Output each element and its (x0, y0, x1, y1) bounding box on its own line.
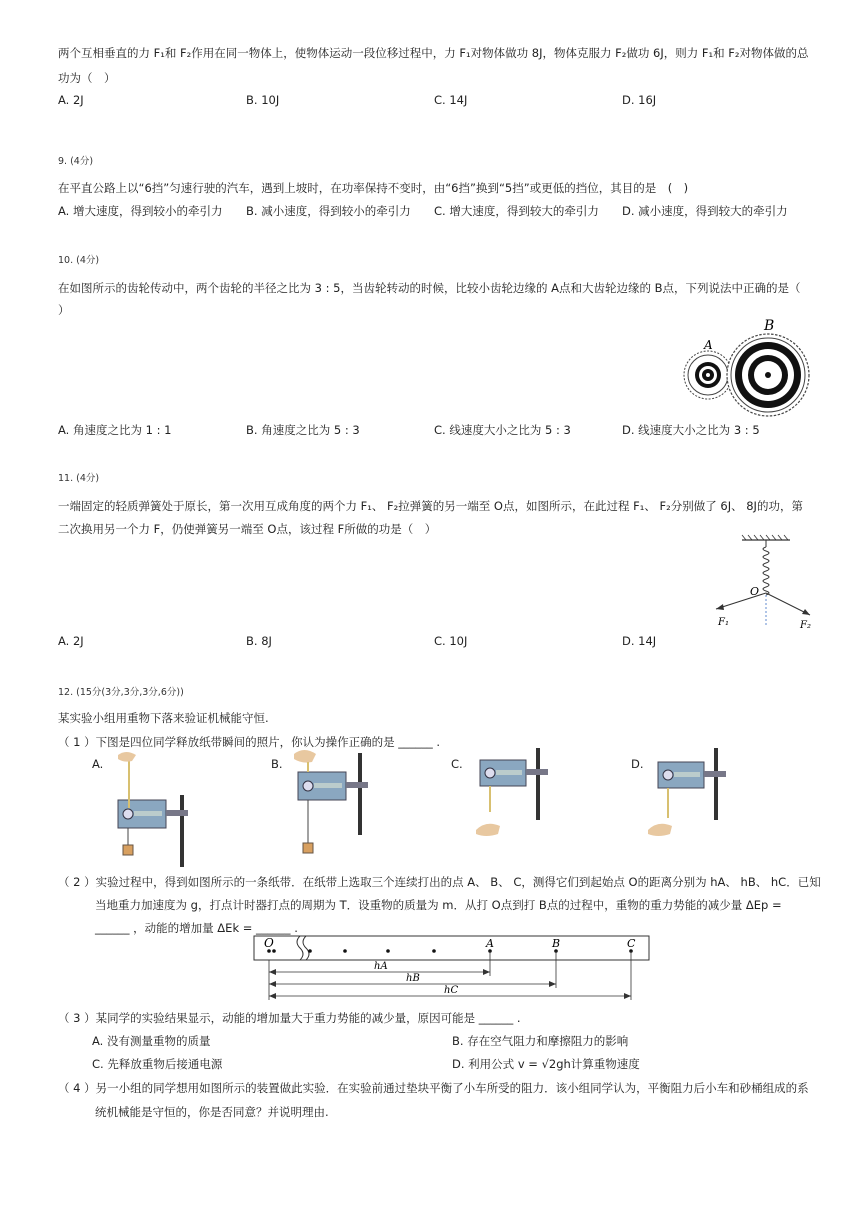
q10-option-b[interactable]: B. 角速度之比为 5 : 3 (246, 423, 360, 437)
q12-part2-line1: （ 2 ）实验过程中，得到如图所示的一条纸带．在纸带上选取三个连续打出的点 A、 B、 C，测得它们到起始点 O的距离分别为 hA、 hB、 hC．已知 (58, 875, 821, 889)
q11-stem-line1: 一端固定的轻质弹簧处于原长，第一次用互成角度的两个力 F₁、 F₂拉弹簧的另一端至 O点，如图所示，在此过程 F₁、 F₂分别做了 6J、 8J的功，第 (58, 499, 803, 513)
tape-label-b: B (552, 937, 561, 950)
photo-label-a[interactable]: A. (92, 757, 104, 771)
paper-tape-diagram (254, 934, 654, 1004)
photo-label-d[interactable]: D. (631, 757, 644, 771)
large-gear (727, 334, 809, 416)
photo-label-b[interactable]: B. (271, 757, 283, 771)
q8-option-c[interactable]: C. 14J (434, 93, 468, 107)
q12-part3: （ 3 ）某同学的实验结果显示，动能的增加量大于重力势能的减少量，原因可能是 ______ . (58, 1011, 521, 1025)
q9-header: 9. (4分) (58, 156, 94, 167)
small-gear (684, 351, 732, 399)
q12-part1: （ 1 ）下图是四位同学释放纸带瞬间的照片，你认为操作正确的是 ______ . (58, 735, 441, 749)
tape-label-hb: hB (406, 973, 420, 984)
gear-diagram (680, 315, 815, 420)
q12-part2-line3: ______ ，动能的增加量 ΔEk = ______ . (95, 921, 298, 935)
q9-option-a[interactable]: A. 增大速度，得到较小的牵引力 (58, 204, 223, 218)
q8-option-d[interactable]: D. 16J (622, 93, 657, 107)
q11-option-d[interactable]: D. 14J (622, 634, 657, 648)
gear-label-a: A (704, 338, 713, 352)
q10-header: 10. (4分) (58, 255, 100, 266)
q12-p3-option-d[interactable]: D. 利用公式 v = √2gh计算重物速度 (452, 1057, 640, 1071)
q8-stem-line1: 两个互相垂直的力 F₁和 F₂作用在同一物体上，使物体运动一段位移过程中，力 F₁对物体做功 8J，物体克服力 F₂做功 6J，则力 F₁和 F₂对物体做的总 (58, 46, 809, 60)
q11-option-b[interactable]: B. 8J (246, 634, 272, 648)
tape-label-a: A (486, 937, 494, 950)
q10-option-c[interactable]: C. 线速度大小之比为 5 : 3 (434, 423, 571, 437)
q11-option-c[interactable]: C. 10J (434, 634, 468, 648)
q10-stem-line2: ） (58, 303, 70, 317)
q8-option-b[interactable]: B. 10J (246, 93, 280, 107)
tape-label-c: C (627, 937, 636, 950)
q12-header: 12. (15分(3分,3分,3分,6分)) (58, 687, 184, 698)
spring-label-f2: F₂ (800, 620, 811, 631)
q9-option-b[interactable]: B. 减小速度，得到较小的牵引力 (246, 204, 411, 218)
q10-stem-line1: 在如图所示的齿轮传动中，两个齿轮的半径之比为 3 : 5，当齿轮转动的时候，比较小齿轮边缘的 A点和大齿轮边缘的 B点，下列说法中正确的是（ (58, 281, 801, 295)
q12-p3-option-a[interactable]: A. 没有测量重物的质量 (92, 1034, 211, 1048)
photo-b-apparatus (288, 748, 378, 868)
tape-label-hc: hC (444, 985, 459, 996)
q9-option-c[interactable]: C. 增大速度，得到较大的牵引力 (434, 204, 599, 218)
gear-label-b: B (764, 318, 775, 334)
q10-option-d[interactable]: D. 线速度大小之比为 3 : 5 (622, 423, 760, 437)
q9-option-d[interactable]: D. 减小速度，得到较大的牵引力 (622, 204, 788, 218)
photo-label-c[interactable]: C. (451, 757, 463, 771)
q12-intro: 某实验小组用重物下落来验证机械能守恒. (58, 711, 269, 725)
q12-part4-line1: （ 4 ）另一小组的同学想用如图所示的装置做此实验．在实验前通过垫块平衡了小车所受的阻力．该小组同学认为，平衡阻力后小车和砂桶组成的系 (58, 1081, 809, 1095)
q8-option-a[interactable]: A. 2J (58, 93, 84, 107)
q10-option-a[interactable]: A. 角速度之比为 1 : 1 (58, 423, 172, 437)
photo-c-apparatus (470, 748, 560, 848)
spring-label-f1: F₁ (718, 617, 729, 628)
q11-stem-line2: 二次换用另一个力 F，仍使弹簧另一端至 O点，该过程 F所做的功是（ ） (58, 522, 437, 536)
spring-label-o: O (750, 585, 760, 598)
spring-diagram (710, 535, 820, 630)
q12-part4-line2: 统机械能是守恒的，你是否同意？并说明理由. (95, 1105, 329, 1119)
q11-header: 11. (4分) (58, 473, 100, 484)
q8-stem-line2: 功为（ ） (58, 71, 116, 85)
q12-p3-option-c[interactable]: C. 先释放重物后接通电源 (92, 1057, 223, 1071)
photo-a-apparatus (110, 750, 200, 870)
q12-p3-option-b[interactable]: B. 存在空气阻力和摩擦阻力的影响 (452, 1034, 629, 1048)
q12-part2-line2: 当地重力加速度为 g，打点计时器打点的周期为 T．设重物的质量为 m．从打 O点到打 B点的过程中，重物的重力势能的减少量 ΔEp = (95, 898, 782, 912)
photo-d-apparatus (648, 748, 738, 848)
tape-label-o: O (264, 936, 274, 950)
q9-stem: 在平直公路上以“6挡”匀速行驶的汽车，遇到上坡时，在功率保持不变时，由“6挡”换到“5挡”或更低的挡位，其目的是 ( ) (58, 181, 689, 195)
q11-option-a[interactable]: A. 2J (58, 634, 84, 648)
tape-label-ha: hA (374, 961, 388, 972)
